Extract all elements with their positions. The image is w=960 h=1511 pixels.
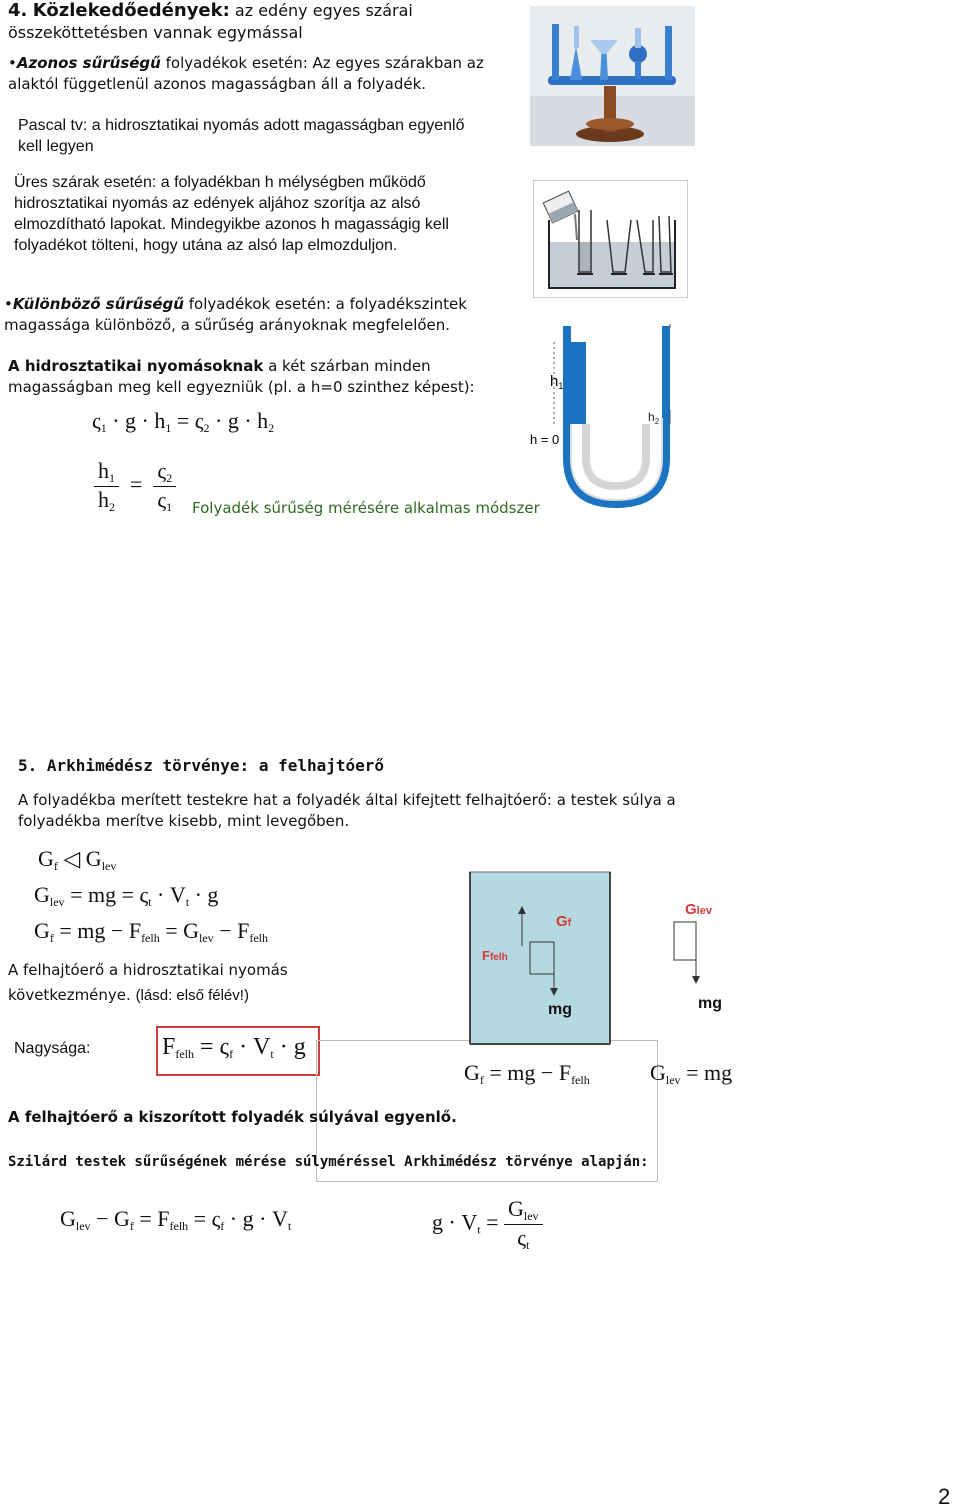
- fig-ffelh-label: Ffelh: [482, 948, 508, 963]
- empty-tubes-paragraph: Üres szárak esetén: a folyadékban h mélységben működő hidrosztatikai nyomás az edények aljához szorítja az alsó elmozdítható lapokat. Mindegyikbe azonos h magasságig kell folyadékot tölteni, hogy utána az alsó lap elmozduljon.: [14, 174, 449, 254]
- section4-subtitle: az edény egyes szárai összeköttetésben vannak egymással: [8, 1, 413, 42]
- same-density-term: Azonos sűrűségű: [16, 54, 161, 72]
- section5-heading: 5. Arkhimédész törvénye: a felhajtóerő: [18, 756, 385, 775]
- same-density-text: folyadékok esetén: Az egyes szárakban az alaktól függetlenül azonos magasságban áll a folyadék.: [8, 54, 484, 93]
- glev-equation: $G_{lev}$ = mg = $\varsigma_t \cdot V_t \cdot g$: [34, 882, 219, 909]
- u-tube-h1-label: $h_1$: [550, 373, 564, 391]
- pressure-equality-equation: $\varsigma_1 \cdot g \cdot h_1 = \varsigma_2 \cdot g \cdot h_2$: [92, 408, 275, 435]
- communicating-vessels-photo: [530, 6, 695, 146]
- solid-density-heading: Szilárd testek sűrűségének mérése súlyméréssel Arkhimédész törvénye alapján:: [8, 1154, 649, 1170]
- different-density-paragraph: •Különböző sűrűségű folyadékok esetén: a folyadékszintek magassága különböző, a sűrűség arányoknak megfelelően.: [4, 295, 467, 334]
- buoyancy-figure: [460, 850, 760, 1050]
- fig-glev-label: Glev: [685, 901, 712, 918]
- density-method-note: Folyadék sűrűség mérésére alkalmas módszer: [192, 499, 540, 517]
- hydrostatic-consequence: [8, 958, 338, 1008]
- fig-glev-equation: $G_{lev}$ = mg: [650, 1060, 733, 1087]
- page-number: 2: [938, 1484, 951, 1509]
- fig-gf-equation: $G_f$ = mg − $F_{felh}$: [464, 1060, 590, 1087]
- weight-difference-equation: $G_{lev} - G_f = F_{felh} = \varsigma_f \cdot g \cdot V_t$: [60, 1206, 292, 1233]
- u-tube-h0-label: h = 0: [530, 432, 560, 447]
- different-density-term: Különböző sűrűségű: [12, 295, 184, 313]
- buoyancy-intro: A folyadékba merített testekre hat a folyadék által kifejtett felhajtóerő: a testek súlya a folyadékba merítve kisebb, mint levegőben.: [18, 791, 676, 830]
- gf-less-than-glev: $G_f$ ◁ $G_{lev}$: [38, 846, 117, 873]
- height-ratio-equation: $\frac{h_1}{h_2}$ = $\frac{\varsigma_2}{\varsigma_1}$: [94, 458, 176, 515]
- hydrostatic-term: A hidrosztatikai nyomásoknak: [8, 357, 264, 375]
- section4-heading: [8, 0, 448, 44]
- same-density-paragraph: •Azonos sűrűségű folyadékok esetén: Az egyes szárakban az alaktól függetlenül azonos magasságban áll a folyadék.: [8, 54, 484, 93]
- magnitude-label: Nagysága:: [14, 1040, 91, 1057]
- tubes-in-water-figure: [533, 180, 688, 298]
- fig-gf-label: Gf: [556, 913, 572, 930]
- pascal-law: Pascal tv: a hidrosztatikai nyomás adott magasságban egyenlő kell legyen: [18, 117, 465, 155]
- consequence-reference: (lásd: első félév!): [135, 987, 249, 1004]
- u-tube-diagram: [520, 318, 690, 510]
- different-density-text: folyadékok esetén: a folyadékszintek magassága különböző, a sűrűség arányoknak megfelelően.: [4, 295, 467, 334]
- fig-mg-label: mg: [548, 1001, 572, 1018]
- hydrostatic-text: a két szárban minden magasságban meg kell egyezniük (pl. a h=0 szinthez képest):: [8, 357, 475, 396]
- section4-title: Közlekedőedények:: [32, 0, 230, 21]
- fig-mg2-label: mg: [698, 995, 722, 1012]
- consequence-text: A felhajtóerő a hidrosztatikai nyomás következménye.: [8, 961, 288, 1004]
- section4-number: 4.: [8, 0, 28, 21]
- equal-weight-statement: A felhajtóerő a kiszorított folyadék súlyával egyenlő.: [8, 1108, 457, 1126]
- u-tube-h2-label: $h_2$: [648, 410, 660, 426]
- gf-equation: $G_f$ = mg − $F_{felh} = G_{lev} - F_{felh}$: [34, 918, 268, 945]
- volume-equation: $g \cdot V_t$ = $\frac{G_{lev}}{\varsigma_t}$: [432, 1196, 543, 1253]
- hydrostatic-paragraph: [8, 356, 508, 398]
- buoyancy-formula: $F_{felh} = \varsigma_f \cdot V_t \cdot g$: [162, 1034, 306, 1061]
